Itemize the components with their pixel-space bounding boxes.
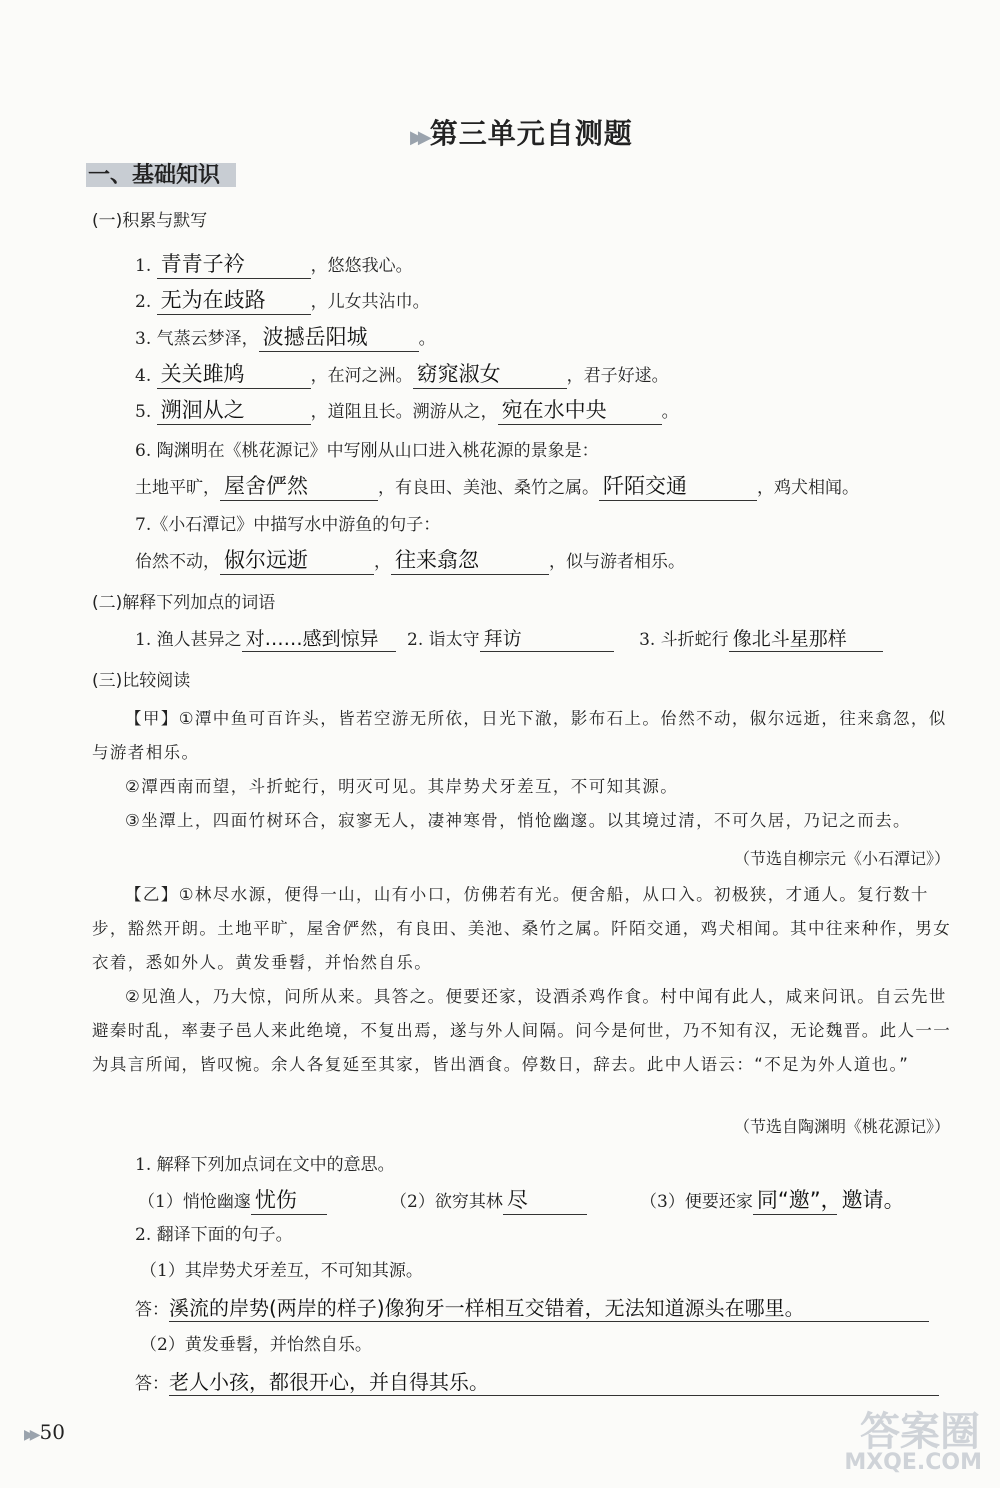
q-number: 4. <box>135 366 152 386</box>
handwritten-answer: 阡陌交通 <box>603 474 687 498</box>
interpret-row <box>135 624 883 652</box>
answer-blank <box>599 470 757 501</box>
q-number: 5. <box>135 402 152 422</box>
handwritten-answer: 拜访 <box>483 628 522 650</box>
answer-blank <box>391 544 549 575</box>
q-text: 土地平旷， <box>135 478 220 498</box>
passage-paragraph: 【乙】①林尽水源，便得一山，山有小口，仿佛若有光。便舍船，从口入。初极狭，才通人。复行数十步，豁然开朗。土地平旷，屋舍俨然，有良田、美池、桑竹之属。阡陌交通，鸡犬相闻。其中往来种作，男女衣着，悉如外人。黄发垂髫，并怡然自乐。 <box>92 885 952 972</box>
handwritten-answer: 忧伤 <box>254 1188 297 1212</box>
reading-q2-s1: （1）其岸势犬牙差互，不可知其源。 <box>140 1261 423 1281</box>
reading-q1-c <box>640 1184 905 1215</box>
handwritten-answer: 屋舍俨然 <box>224 474 308 498</box>
answer-blank <box>729 624 883 652</box>
q-text: 1. 渔人甚异之 <box>135 630 242 650</box>
answer-blank <box>480 624 614 652</box>
handwritten-answer: 俶尔远逝 <box>224 548 308 572</box>
passage-paragraph: ②见渔人，乃大惊，问所从来。具答之。便要还家，设酒杀鸡作食。村中闻有此人，咸来问讯。自云先世避秦时乱，率妻子邑人来此绝境，不复出焉，遂与外人间隔。问今是何世，乃不知有汉，无论魏晋。此人一一为具言所闻，皆叹惋。余人各复延至其家，皆出酒食。停数日，辞去。此中人语云：“不足为外人道也。” <box>92 987 952 1074</box>
q-text: ，似与游者相乐。 <box>549 552 685 572</box>
answer-blank <box>157 394 311 425</box>
passage-source: （节选自陶渊明《桃花源记》） <box>733 1117 950 1136</box>
page-title-text: 第三单元自测题 <box>429 117 633 150</box>
q-text: 。 <box>418 329 436 349</box>
q-text: ， <box>374 552 391 572</box>
passage-jia <box>92 702 962 838</box>
double-chevron-icon: ▶▶ <box>410 127 426 148</box>
handwritten-answer: 溯洄从之 <box>160 398 245 422</box>
answer-blank <box>157 284 311 315</box>
q-text: 3. 斗折蛇行 <box>639 630 729 650</box>
passage-paragraph: ③坐潭上，四面竹树环合，寂寥无人，凄神寒骨，悄怆幽邃。以其境过清，不可久居，乃记之而去。 <box>125 811 911 830</box>
passage-yi <box>92 878 962 1082</box>
q-text: ，君子好逑。 <box>566 366 669 386</box>
q-text: （3）便要还家 <box>640 1192 753 1212</box>
answer-blank <box>157 358 311 389</box>
answer-label: 答： <box>135 1374 169 1394</box>
question-4 <box>135 358 669 389</box>
question-5 <box>135 394 679 425</box>
q-text: ，在河之洲。 <box>310 366 413 386</box>
q-number: 1. <box>135 256 152 276</box>
handwritten-answer: 窈窕淑女 <box>416 362 501 386</box>
handwritten-answer: 老人小孩，都很开心，并自得其乐。 <box>169 1370 489 1394</box>
watermark-logo: 答案圈 <box>860 1409 980 1455</box>
page-number-text: 50 <box>39 1420 65 1444</box>
answer-blank <box>259 321 419 352</box>
handwritten-answer: 无为在歧路 <box>160 288 266 312</box>
watermark-url: MXQE.COM <box>844 1450 982 1475</box>
handwritten-answer: 关关雎鸠 <box>160 362 245 386</box>
double-chevron-icon: ▶▶ <box>24 1427 36 1443</box>
page-number <box>24 1420 65 1444</box>
answer-blank <box>413 358 567 389</box>
answer-blank <box>498 394 662 425</box>
q-text: ，有良田、美池、桑竹之属。 <box>378 478 599 498</box>
handwritten-answer: 对……感到惊异 <box>245 628 379 650</box>
answer-blank <box>503 1184 587 1215</box>
handwritten-answer: 溪流的岸势(两岸的样子)像狗牙一样相互交错着，无法知道源头在哪里。 <box>169 1296 805 1320</box>
handwritten-answer: 波撼岳阳城 <box>262 325 368 349</box>
reading-q2-a2 <box>135 1366 939 1396</box>
question-6-prompt: 6. 陶渊明在《桃花源记》中写刚从山口进入桃花源的景象是： <box>135 441 599 461</box>
answer-blank <box>220 544 374 575</box>
question-7-line <box>135 544 685 575</box>
reading-q2-a1 <box>135 1292 929 1322</box>
answer-blank <box>242 624 396 652</box>
q-text: 。 <box>661 402 679 422</box>
q-text: （1）悄怆幽邃 <box>138 1192 251 1212</box>
part2-heading: (二)解释下列加点的词语 <box>92 593 276 613</box>
page-title <box>410 112 633 152</box>
section-heading: 一、基础知识 <box>88 163 221 188</box>
question-7-prompt: 7.《小石潭记》中描写水中游鱼的句子： <box>135 515 441 535</box>
reading-q2-s2: （2）黄发垂髫，并怡然自乐。 <box>140 1335 372 1355</box>
part1-heading: (一)积累与默写 <box>92 211 208 231</box>
question-6-line <box>135 470 859 501</box>
q-text: （2）欲穷其林 <box>390 1192 503 1212</box>
question-2 <box>135 284 430 315</box>
part3-heading: (三)比较阅读 <box>92 671 191 691</box>
answer-blank <box>251 1184 327 1215</box>
answer-blank <box>753 1184 905 1215</box>
question-3 <box>135 321 436 352</box>
answer-blank <box>157 248 311 279</box>
handwritten-answer: 宛在水中央 <box>501 398 607 422</box>
q-text: 佁然不动， <box>135 552 220 572</box>
passage-source: （节选自柳宗元《小石潭记》） <box>733 849 950 868</box>
reading-q1-b <box>390 1184 587 1215</box>
q-text: ，悠悠我心。 <box>310 256 413 276</box>
passage-paragraph: 【甲】①潭中鱼可百许头，皆若空游无所依，日光下澈，影布石上。佁然不动，俶尔远逝，往来翕忽，似与游者相乐。 <box>92 709 947 762</box>
q-text: ，道阻且长。溯游从之， <box>310 402 498 422</box>
q-text: ，儿女共沾巾。 <box>310 292 430 312</box>
answer-blank <box>220 470 378 501</box>
q-text: 2. 诣太守 <box>407 630 480 650</box>
answer-label: 答： <box>135 1300 169 1320</box>
q-number: 2. <box>135 292 152 312</box>
reading-q1-prompt: 1. 解释下列加点词在文中的意思。 <box>135 1155 395 1175</box>
reading-q2-prompt: 2. 翻译下面的句子。 <box>135 1225 293 1245</box>
question-1 <box>135 248 413 279</box>
handwritten-answer: 像北斗星那样 <box>732 628 847 650</box>
handwritten-answer: 往来翕忽 <box>395 548 479 572</box>
handwritten-answer: 尽 <box>506 1188 528 1212</box>
answer-line <box>169 1292 929 1322</box>
passage-paragraph: ②潭西南而望，斗折蛇行，明灭可见。其岸势犬牙差互，不可知其源。 <box>125 777 679 796</box>
q-text: ，鸡犬相闻。 <box>757 478 859 498</box>
q-text: 3. 气蒸云梦泽， <box>135 329 259 349</box>
reading-q1-a <box>138 1184 327 1215</box>
handwritten-answer: 青青子衿 <box>160 252 245 276</box>
answer-line <box>169 1366 939 1396</box>
handwritten-answer: 同“邀”，邀请。 <box>756 1188 905 1212</box>
